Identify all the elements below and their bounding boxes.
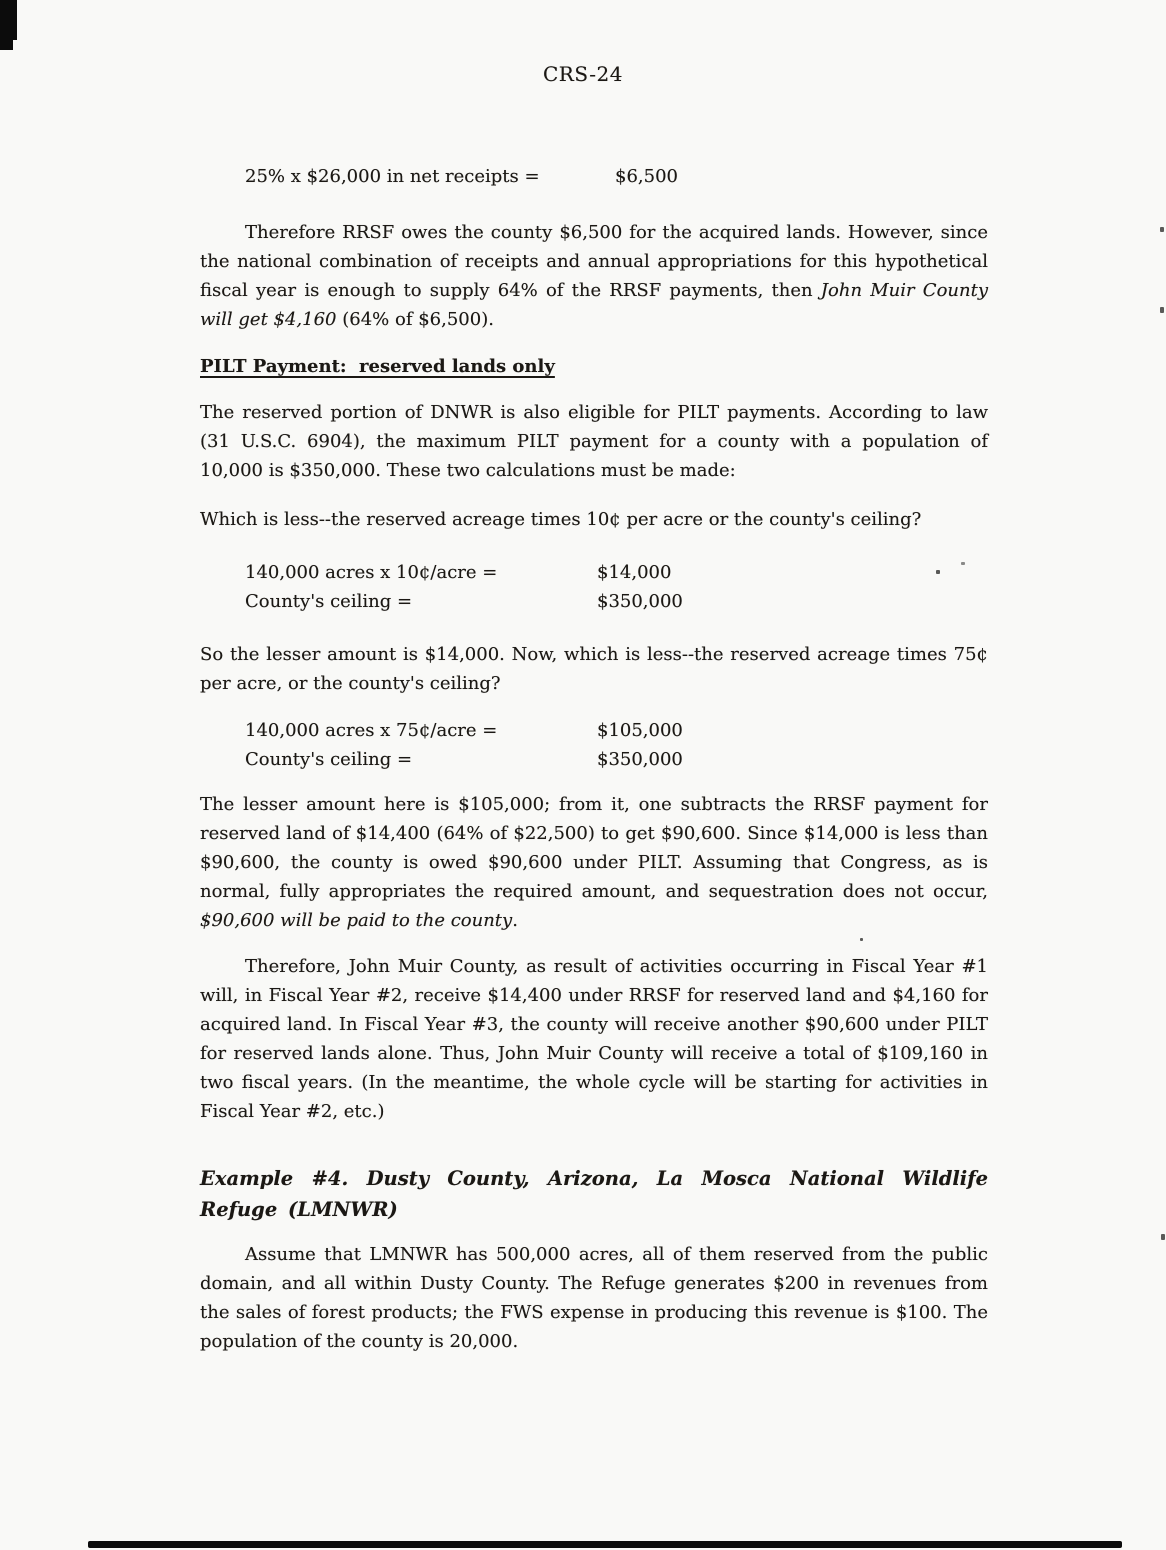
calc-block-10-cents: [200, 558, 988, 616]
question-10-cents: Which is less--the reserved acreage times 10¢ per acre or the county's ceiling?: [200, 509, 922, 530]
calc-label: 140,000 acres x 75¢/acre =: [245, 720, 498, 741]
scan-speck: [860, 938, 863, 941]
paragraph-lesser-14000: So the lesser amount is $14,000. Now, which is less--the reserved acreage times 75¢ per acre, or the county's ceiling?: [200, 644, 988, 694]
scan-artifact-bottom-bar: [88, 1541, 1122, 1548]
paragraph-lmnwr-assumptions: Assume that LMNWR has 500,000 acres, all of them reserved from the public domain, and all within Dusty County. The Refuge generates $200 in revenues from the sales of forest products; the FWS expense in producing this revenue is $100. The population of the county is 20,000.: [200, 1244, 988, 1352]
paragraph-lesser-105000: [200, 790, 988, 935]
equation-net-receipts: [200, 162, 988, 191]
equation-value: $6,500: [615, 166, 678, 187]
text-run: Therefore RRSF owes the county $6,500 for the acquired lands. However, since the national combination of receipts and annual appropriations for this hypothetical fiscal year is enough to supply 64% of the RRSF payments, then: [200, 222, 988, 301]
scan-speck: [1160, 307, 1164, 313]
calc-label: County's ceiling =: [245, 749, 413, 770]
calc-label: 140,000 acres x 10¢/acre =: [245, 562, 498, 583]
text-run: .: [512, 910, 518, 931]
calc-value: $14,000: [597, 562, 672, 583]
paragraph-two-fiscal-years: Therefore, John Muir County, as result of activities occurring in Fiscal Year #1 will, in Fiscal Year #2, receive $14,400 under RRSF for reserved land and $4,160 for acquired land. In Fiscal Year #3, the county will receive another $90,600 under PILT for reserved lands alone. Thus, John Muir County will receive a total of $109,160 in two fiscal years. (In the meantime, the whole cycle will be starting for activities in Fiscal Year #2, etc.): [200, 956, 988, 1122]
page-header: CRS-24: [542, 62, 623, 86]
paragraph-rrsf-owes: [200, 218, 988, 334]
scan-speck: [1160, 227, 1164, 232]
equation-label: 25% x $26,000 in net receipts =: [245, 166, 540, 187]
calc-value: $350,000: [597, 749, 683, 770]
calc-label: County's ceiling =: [245, 591, 413, 612]
text-run-italic: John Muir County will get $4,160: [200, 280, 988, 330]
calc-value: $105,000: [597, 720, 683, 741]
scan-speck: [1161, 1234, 1165, 1240]
heading-example-4: Example #4. Dusty County, Arizona, La Mosca National Wildlife Refuge (LMNWR): [200, 1167, 988, 1221]
text-run: The lesser amount here is $105,000; from it, one subtracts the RRSF payment for reserved land of $14,400 (64% of $22,500) to get $90,600. Since $14,000 is less than $90,600, the county is owed $90,600 under PILT. Assuming that Congress, as is normal, fully appropriates the required amount, and sequestration does not occur,: [200, 794, 988, 902]
calc-row: [200, 716, 988, 745]
calc-row: [200, 558, 988, 587]
calc-row: [200, 745, 988, 774]
text-run: (64% of $6,500).: [336, 309, 494, 330]
text-run-italic: $90,600 will be paid to the county: [200, 910, 513, 931]
heading-pilt-payment: PILT Payment: reserved lands only: [200, 356, 555, 377]
calc-row: [200, 587, 988, 616]
calc-value: $350,000: [597, 591, 683, 612]
calc-block-75-cents: [200, 716, 988, 774]
scan-artifact-left-mark-lower: [0, 0, 13, 50]
paragraph-pilt-eligibility: The reserved portion of DNWR is also eligible for PILT payments. According to law (31 U.S.C. 6904), the maximum PILT payment for a county with a population of 10,000 is $350,000. These two calculations must be made:: [200, 402, 988, 481]
